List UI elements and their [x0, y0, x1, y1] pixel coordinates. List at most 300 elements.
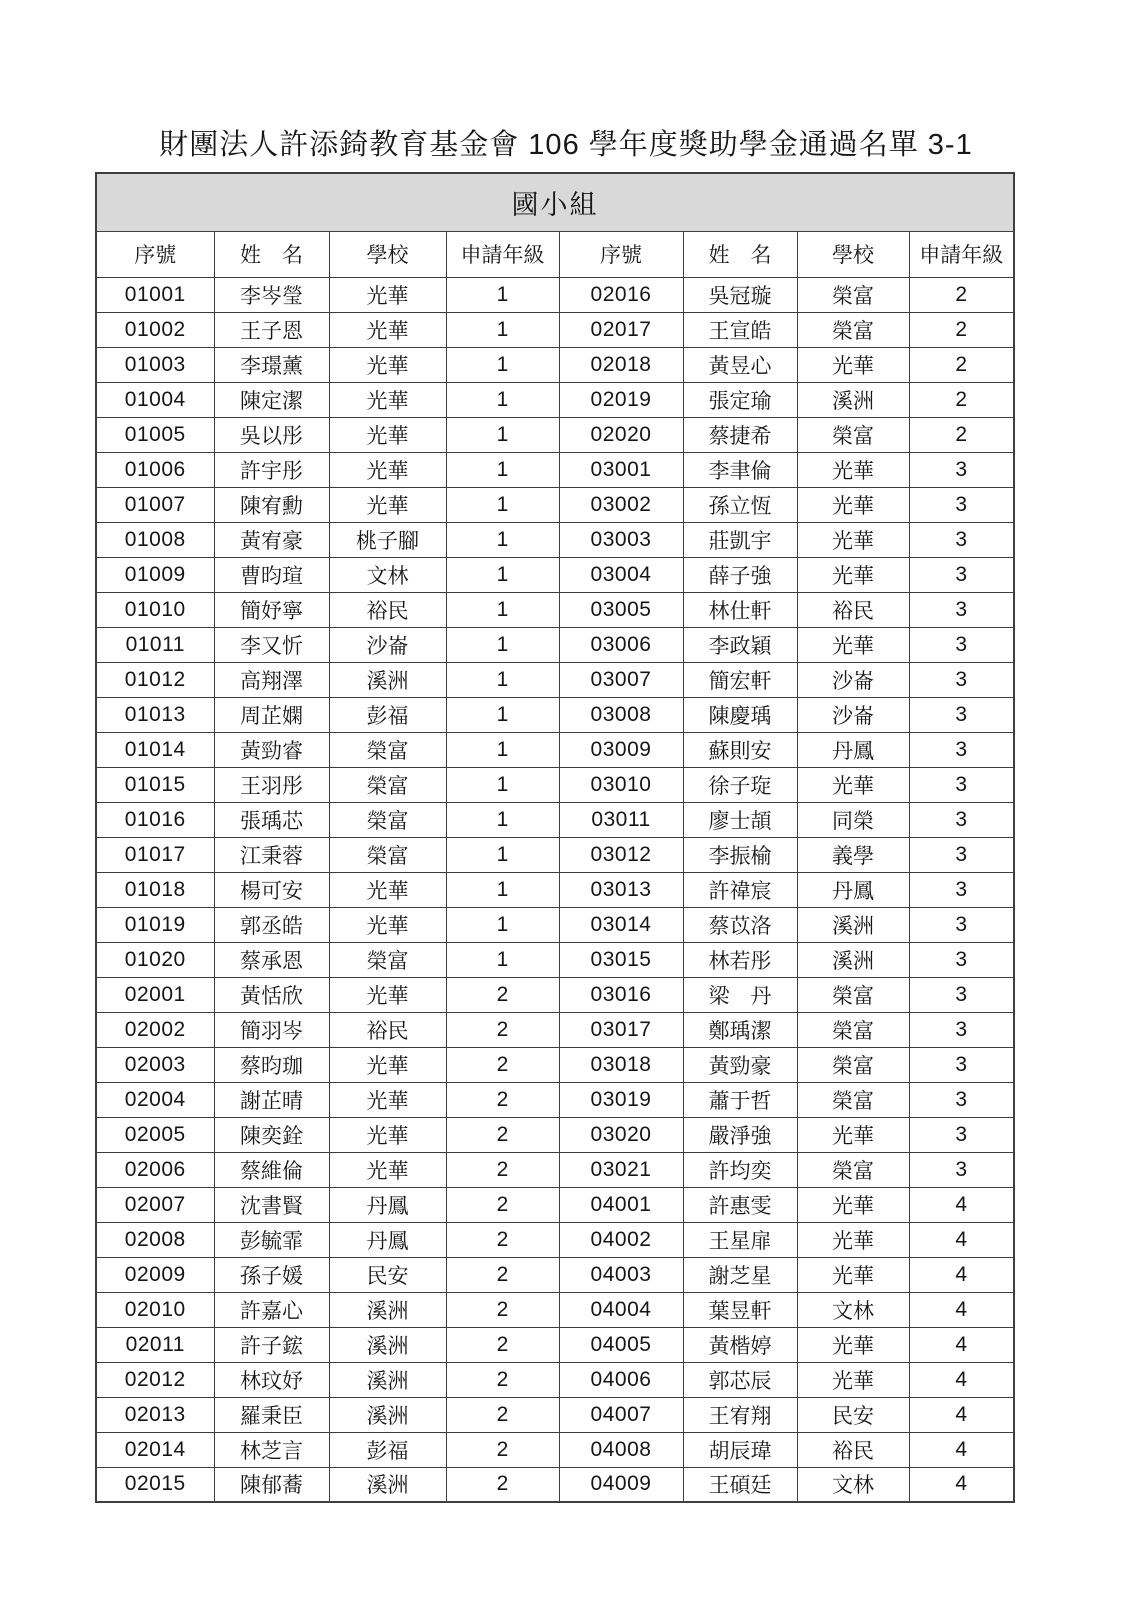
cell-name: 李振榆: [683, 837, 797, 872]
cell-grade: 4: [909, 1362, 1014, 1397]
cell-name: 黃楷婷: [683, 1327, 797, 1362]
cell-name: 葉昱軒: [683, 1292, 797, 1327]
cell-grade: 1: [446, 662, 559, 697]
cell-grade: 3: [909, 592, 1014, 627]
cell-name: 吳以彤: [214, 417, 329, 452]
cell-school: 榮富: [797, 312, 909, 347]
cell-grade: 1: [446, 627, 559, 662]
cell-grade: 2: [446, 1222, 559, 1257]
cell-name: 彭毓霏: [214, 1222, 329, 1257]
cell-name: 陳慶瑀: [683, 697, 797, 732]
table-row: [96, 592, 1014, 627]
cell-name: 李聿倫: [683, 452, 797, 487]
cell-grade: 3: [909, 627, 1014, 662]
cell-name: 王羽彤: [214, 767, 329, 802]
cell-grade: 4: [909, 1327, 1014, 1362]
cell-grade: 4: [909, 1257, 1014, 1292]
cell-serial: 01008: [96, 522, 214, 557]
cell-grade: 4: [909, 1292, 1014, 1327]
cell-serial: 01017: [96, 837, 214, 872]
cell-school: 光華: [797, 1362, 909, 1397]
cell-serial: 04005: [559, 1327, 683, 1362]
cell-grade: 4: [909, 1187, 1014, 1222]
cell-grade: 3: [909, 872, 1014, 907]
cell-grade: 2: [446, 1082, 559, 1117]
cell-serial: 02003: [96, 1047, 214, 1082]
cell-grade: 3: [909, 1047, 1014, 1082]
cell-school: 榮富: [329, 802, 446, 837]
cell-serial: 03014: [559, 907, 683, 942]
cell-name: 蘇則安: [683, 732, 797, 767]
cell-serial: 01007: [96, 487, 214, 522]
table-row: [96, 907, 1014, 942]
cell-grade: 3: [909, 487, 1014, 522]
table-row: [96, 942, 1014, 977]
cell-grade: 4: [909, 1222, 1014, 1257]
cell-name: 蔡苡洛: [683, 907, 797, 942]
table-row: [96, 1432, 1014, 1467]
cell-grade: 1: [446, 942, 559, 977]
cell-serial: 04003: [559, 1257, 683, 1292]
cell-serial: 03020: [559, 1117, 683, 1152]
cell-school: 溪洲: [329, 1327, 446, 1362]
cell-school: 丹鳳: [797, 732, 909, 767]
cell-name: 蔡昀珈: [214, 1047, 329, 1082]
table-row: [96, 767, 1014, 802]
cell-school: 光華: [329, 907, 446, 942]
cell-grade: 4: [909, 1397, 1014, 1432]
cell-school: 光華: [797, 452, 909, 487]
cell-serial: 02008: [96, 1222, 214, 1257]
cell-name: 陳定潔: [214, 382, 329, 417]
scholarship-table: [95, 172, 1015, 1503]
cell-name: 江秉蓉: [214, 837, 329, 872]
cell-school: 溪洲: [797, 907, 909, 942]
cell-name: 沈書賢: [214, 1187, 329, 1222]
cell-serial: 04007: [559, 1397, 683, 1432]
cell-name: 徐子琁: [683, 767, 797, 802]
cell-serial: 02020: [559, 417, 683, 452]
cell-school: 光華: [329, 1047, 446, 1082]
cell-school: 丹鳳: [329, 1187, 446, 1222]
cell-school: 光華: [797, 522, 909, 557]
cell-grade: 3: [909, 767, 1014, 802]
cell-name: 許惠雯: [683, 1187, 797, 1222]
cell-school: 彭福: [329, 697, 446, 732]
cell-school: 光華: [329, 382, 446, 417]
cell-school: 光華: [329, 872, 446, 907]
cell-name: 王子恩: [214, 312, 329, 347]
cell-serial: 02007: [96, 1187, 214, 1222]
cell-serial: 02005: [96, 1117, 214, 1152]
cell-serial: 03013: [559, 872, 683, 907]
cell-serial: 01004: [96, 382, 214, 417]
cell-serial: 04004: [559, 1292, 683, 1327]
table-row: [96, 977, 1014, 1012]
cell-school: 光華: [797, 1327, 909, 1362]
cell-name: 蔡維倫: [214, 1152, 329, 1187]
cell-name: 許禕宸: [683, 872, 797, 907]
table-row: [96, 277, 1014, 312]
cell-serial: 03001: [559, 452, 683, 487]
cell-serial: 02018: [559, 347, 683, 382]
cell-name: 孫子媛: [214, 1257, 329, 1292]
table-row: [96, 522, 1014, 557]
cell-grade: 4: [909, 1467, 1014, 1502]
cell-serial: 02015: [96, 1467, 214, 1502]
cell-school: 榮富: [797, 1012, 909, 1047]
cell-school: 榮富: [797, 1082, 909, 1117]
cell-name: 簡妤寧: [214, 592, 329, 627]
cell-school: 光華: [329, 347, 446, 382]
cell-school: 光華: [797, 767, 909, 802]
cell-school: 溪洲: [797, 382, 909, 417]
cell-school: 裕民: [329, 592, 446, 627]
cell-serial: 03017: [559, 1012, 683, 1047]
col-header-name: 姓 名: [214, 231, 329, 277]
cell-school: 榮富: [329, 837, 446, 872]
cell-name: 黃恬欣: [214, 977, 329, 1012]
cell-serial: 03011: [559, 802, 683, 837]
cell-serial: 01020: [96, 942, 214, 977]
table-row: [96, 1047, 1014, 1082]
cell-serial: 04001: [559, 1187, 683, 1222]
col-header-grade: 申請年級: [446, 231, 559, 277]
cell-grade: 2: [446, 1187, 559, 1222]
table-row: [96, 837, 1014, 872]
table-row: [96, 1152, 1014, 1187]
cell-serial: 02001: [96, 977, 214, 1012]
cell-name: 許子鋐: [214, 1327, 329, 1362]
cell-name: 林玟妤: [214, 1362, 329, 1397]
cell-grade: 1: [446, 557, 559, 592]
col-header-name: 姓 名: [683, 231, 797, 277]
cell-serial: 04008: [559, 1432, 683, 1467]
table-row: [96, 557, 1014, 592]
cell-grade: 3: [909, 662, 1014, 697]
cell-serial: 03002: [559, 487, 683, 522]
cell-name: 李岑瑩: [214, 277, 329, 312]
cell-grade: 1: [446, 347, 559, 382]
cell-school: 溪洲: [329, 662, 446, 697]
cell-serial: 04009: [559, 1467, 683, 1502]
cell-grade: 1: [446, 487, 559, 522]
cell-name: 張瑀芯: [214, 802, 329, 837]
cell-name: 曹昀瑄: [214, 557, 329, 592]
cell-grade: 3: [909, 697, 1014, 732]
cell-school: 光華: [329, 1152, 446, 1187]
cell-school: 光華: [329, 487, 446, 522]
cell-name: 王宥翔: [683, 1397, 797, 1432]
cell-name: 黃昱心: [683, 347, 797, 382]
cell-name: 薛子強: [683, 557, 797, 592]
cell-school: 裕民: [797, 1432, 909, 1467]
cell-school: 文林: [797, 1467, 909, 1502]
cell-name: 吳冠璇: [683, 277, 797, 312]
cell-school: 丹鳳: [797, 872, 909, 907]
cell-grade: 1: [446, 767, 559, 802]
table-row: [96, 312, 1014, 347]
cell-grade: 2: [909, 382, 1014, 417]
cell-name: 謝芷晴: [214, 1082, 329, 1117]
cell-name: 嚴淨強: [683, 1117, 797, 1152]
cell-serial: 01010: [96, 592, 214, 627]
table-body: [96, 277, 1014, 1502]
table-row: [96, 417, 1014, 452]
cell-name: 蔡承恩: [214, 942, 329, 977]
table-row: [96, 697, 1014, 732]
table-row: [96, 1222, 1014, 1257]
col-header-serial: 序號: [559, 231, 683, 277]
cell-serial: 03016: [559, 977, 683, 1012]
cell-serial: 03015: [559, 942, 683, 977]
col-header-school: 學校: [797, 231, 909, 277]
cell-serial: 03019: [559, 1082, 683, 1117]
cell-serial: 01001: [96, 277, 214, 312]
cell-grade: 2: [909, 277, 1014, 312]
cell-serial: 02009: [96, 1257, 214, 1292]
cell-serial: 03010: [559, 767, 683, 802]
cell-school: 沙崙: [329, 627, 446, 662]
cell-grade: 3: [909, 1117, 1014, 1152]
table-row: [96, 872, 1014, 907]
cell-grade: 1: [446, 382, 559, 417]
cell-school: 溪洲: [329, 1362, 446, 1397]
cell-name: 陳奕銓: [214, 1117, 329, 1152]
cell-serial: 02016: [559, 277, 683, 312]
cell-school: 文林: [797, 1292, 909, 1327]
table-row: [96, 1327, 1014, 1362]
cell-school: 榮富: [797, 277, 909, 312]
cell-school: 溪洲: [797, 942, 909, 977]
cell-grade: 2: [446, 1117, 559, 1152]
cell-name: 鄭瑀潔: [683, 1012, 797, 1047]
col-header-grade: 申請年級: [909, 231, 1014, 277]
table-row: [96, 802, 1014, 837]
cell-name: 蔡捷希: [683, 417, 797, 452]
cell-name: 郭芯辰: [683, 1362, 797, 1397]
table-row: [96, 347, 1014, 382]
cell-serial: 03021: [559, 1152, 683, 1187]
cell-school: 丹鳳: [329, 1222, 446, 1257]
cell-grade: 2: [446, 1012, 559, 1047]
cell-grade: 1: [446, 732, 559, 767]
group-header-row: [96, 173, 1014, 231]
cell-name: 黃宥豪: [214, 522, 329, 557]
cell-school: 榮富: [797, 1152, 909, 1187]
cell-serial: 03007: [559, 662, 683, 697]
cell-name: 羅秉臣: [214, 1397, 329, 1432]
cell-school: 榮富: [797, 977, 909, 1012]
cell-serial: 03004: [559, 557, 683, 592]
cell-grade: 2: [446, 1152, 559, 1187]
cell-serial: 03008: [559, 697, 683, 732]
cell-serial: 02010: [96, 1292, 214, 1327]
cell-grade: 2: [446, 1362, 559, 1397]
cell-grade: 1: [446, 907, 559, 942]
cell-school: 民安: [797, 1397, 909, 1432]
cell-name: 蕭于哲: [683, 1082, 797, 1117]
cell-grade: 1: [446, 837, 559, 872]
cell-school: 光華: [329, 312, 446, 347]
cell-serial: 03005: [559, 592, 683, 627]
cell-name: 簡宏軒: [683, 662, 797, 697]
cell-serial: 01006: [96, 452, 214, 487]
col-header-serial: 序號: [96, 231, 214, 277]
cell-name: 郭丞皓: [214, 907, 329, 942]
table-row: [96, 452, 1014, 487]
cell-serial: 01011: [96, 627, 214, 662]
cell-grade: 3: [909, 977, 1014, 1012]
cell-name: 許嘉心: [214, 1292, 329, 1327]
cell-school: 義學: [797, 837, 909, 872]
cell-name: 林仕軒: [683, 592, 797, 627]
cell-school: 光華: [329, 1082, 446, 1117]
cell-serial: 03003: [559, 522, 683, 557]
cell-school: 光華: [797, 347, 909, 382]
cell-school: 光華: [329, 417, 446, 452]
cell-school: 光華: [797, 1222, 909, 1257]
cell-name: 高翔澤: [214, 662, 329, 697]
cell-grade: 2: [446, 1432, 559, 1467]
cell-grade: 2: [446, 1397, 559, 1432]
cell-serial: 01019: [96, 907, 214, 942]
cell-serial: 03012: [559, 837, 683, 872]
cell-serial: 01014: [96, 732, 214, 767]
cell-serial: 03009: [559, 732, 683, 767]
cell-school: 光華: [797, 487, 909, 522]
cell-serial: 01003: [96, 347, 214, 382]
cell-grade: 3: [909, 837, 1014, 872]
cell-serial: 01016: [96, 802, 214, 837]
cell-grade: 1: [446, 417, 559, 452]
cell-name: 李璟薰: [214, 347, 329, 382]
cell-grade: 3: [909, 522, 1014, 557]
cell-school: 榮富: [797, 1047, 909, 1082]
cell-school: 光華: [797, 1187, 909, 1222]
cell-grade: 1: [446, 452, 559, 487]
cell-school: 溪洲: [329, 1292, 446, 1327]
cell-school: 光華: [797, 1117, 909, 1152]
cell-name: 謝芝星: [683, 1257, 797, 1292]
table-row: [96, 1257, 1014, 1292]
cell-serial: 01015: [96, 767, 214, 802]
cell-school: 榮富: [329, 732, 446, 767]
col-header-school: 學校: [329, 231, 446, 277]
cell-school: 光華: [329, 452, 446, 487]
table-row: [96, 1362, 1014, 1397]
cell-school: 同榮: [797, 802, 909, 837]
cell-school: 裕民: [329, 1012, 446, 1047]
cell-name: 梁 丹: [683, 977, 797, 1012]
cell-grade: 2: [446, 1257, 559, 1292]
cell-serial: 02011: [96, 1327, 214, 1362]
table-row: [96, 1397, 1014, 1432]
cell-serial: 04002: [559, 1222, 683, 1257]
cell-grade: 2: [909, 312, 1014, 347]
cell-grade: 1: [446, 522, 559, 557]
cell-school: 沙崙: [797, 662, 909, 697]
cell-serial: 02012: [96, 1362, 214, 1397]
cell-name: 王宣皓: [683, 312, 797, 347]
table-row: [96, 1467, 1014, 1502]
cell-school: 桃子腳: [329, 522, 446, 557]
cell-serial: 02013: [96, 1397, 214, 1432]
cell-school: 光華: [329, 977, 446, 1012]
cell-grade: 2: [446, 977, 559, 1012]
cell-serial: 01012: [96, 662, 214, 697]
cell-school: 彭福: [329, 1432, 446, 1467]
cell-grade: 3: [909, 802, 1014, 837]
cell-grade: 1: [446, 802, 559, 837]
cell-grade: 2: [446, 1292, 559, 1327]
cell-grade: 3: [909, 907, 1014, 942]
cell-grade: 1: [446, 872, 559, 907]
document-title: 財團法人許添錡教育基金會 106 學年度獎助學金通過名單 3-1: [159, 129, 973, 161]
group-label: 國小組: [96, 173, 1014, 231]
cell-name: 王碩廷: [683, 1467, 797, 1502]
cell-name: 陳郁蕎: [214, 1467, 329, 1502]
cell-grade: 3: [909, 1152, 1014, 1187]
table-row: [96, 1292, 1014, 1327]
cell-serial: 03018: [559, 1047, 683, 1082]
cell-name: 黃勁睿: [214, 732, 329, 767]
cell-serial: 03006: [559, 627, 683, 662]
cell-school: 民安: [329, 1257, 446, 1292]
cell-grade: 3: [909, 732, 1014, 767]
table-row: [96, 1012, 1014, 1047]
cell-school: 光華: [329, 277, 446, 312]
cell-grade: 1: [446, 312, 559, 347]
cell-grade: 1: [446, 277, 559, 312]
cell-grade: 1: [446, 697, 559, 732]
cell-name: 簡羽岑: [214, 1012, 329, 1047]
column-header-row: [96, 231, 1014, 277]
table-row: [96, 1187, 1014, 1222]
cell-name: 許宇彤: [214, 452, 329, 487]
cell-serial: 02006: [96, 1152, 214, 1187]
cell-serial: 01005: [96, 417, 214, 452]
cell-school: 文林: [329, 557, 446, 592]
cell-school: 榮富: [797, 417, 909, 452]
cell-school: 榮富: [329, 942, 446, 977]
cell-school: 光華: [329, 1117, 446, 1152]
table-row: [96, 382, 1014, 417]
cell-school: 光華: [797, 1257, 909, 1292]
cell-name: 楊可安: [214, 872, 329, 907]
table-row: [96, 1117, 1014, 1152]
cell-name: 林芝言: [214, 1432, 329, 1467]
table-row: [96, 662, 1014, 697]
cell-grade: 2: [446, 1047, 559, 1082]
table-row: [96, 732, 1014, 767]
cell-name: 許均奕: [683, 1152, 797, 1187]
cell-school: 光華: [797, 627, 909, 662]
cell-name: 張定瑜: [683, 382, 797, 417]
cell-name: 李政穎: [683, 627, 797, 662]
cell-name: 孫立恆: [683, 487, 797, 522]
cell-grade: 4: [909, 1432, 1014, 1467]
cell-serial: 01013: [96, 697, 214, 732]
roster-table-wrap: [95, 172, 1013, 1503]
cell-serial: 02019: [559, 382, 683, 417]
cell-grade: 3: [909, 452, 1014, 487]
cell-serial: 01002: [96, 312, 214, 347]
cell-grade: 3: [909, 942, 1014, 977]
cell-grade: 2: [446, 1467, 559, 1502]
cell-serial: 02002: [96, 1012, 214, 1047]
cell-serial: 02014: [96, 1432, 214, 1467]
